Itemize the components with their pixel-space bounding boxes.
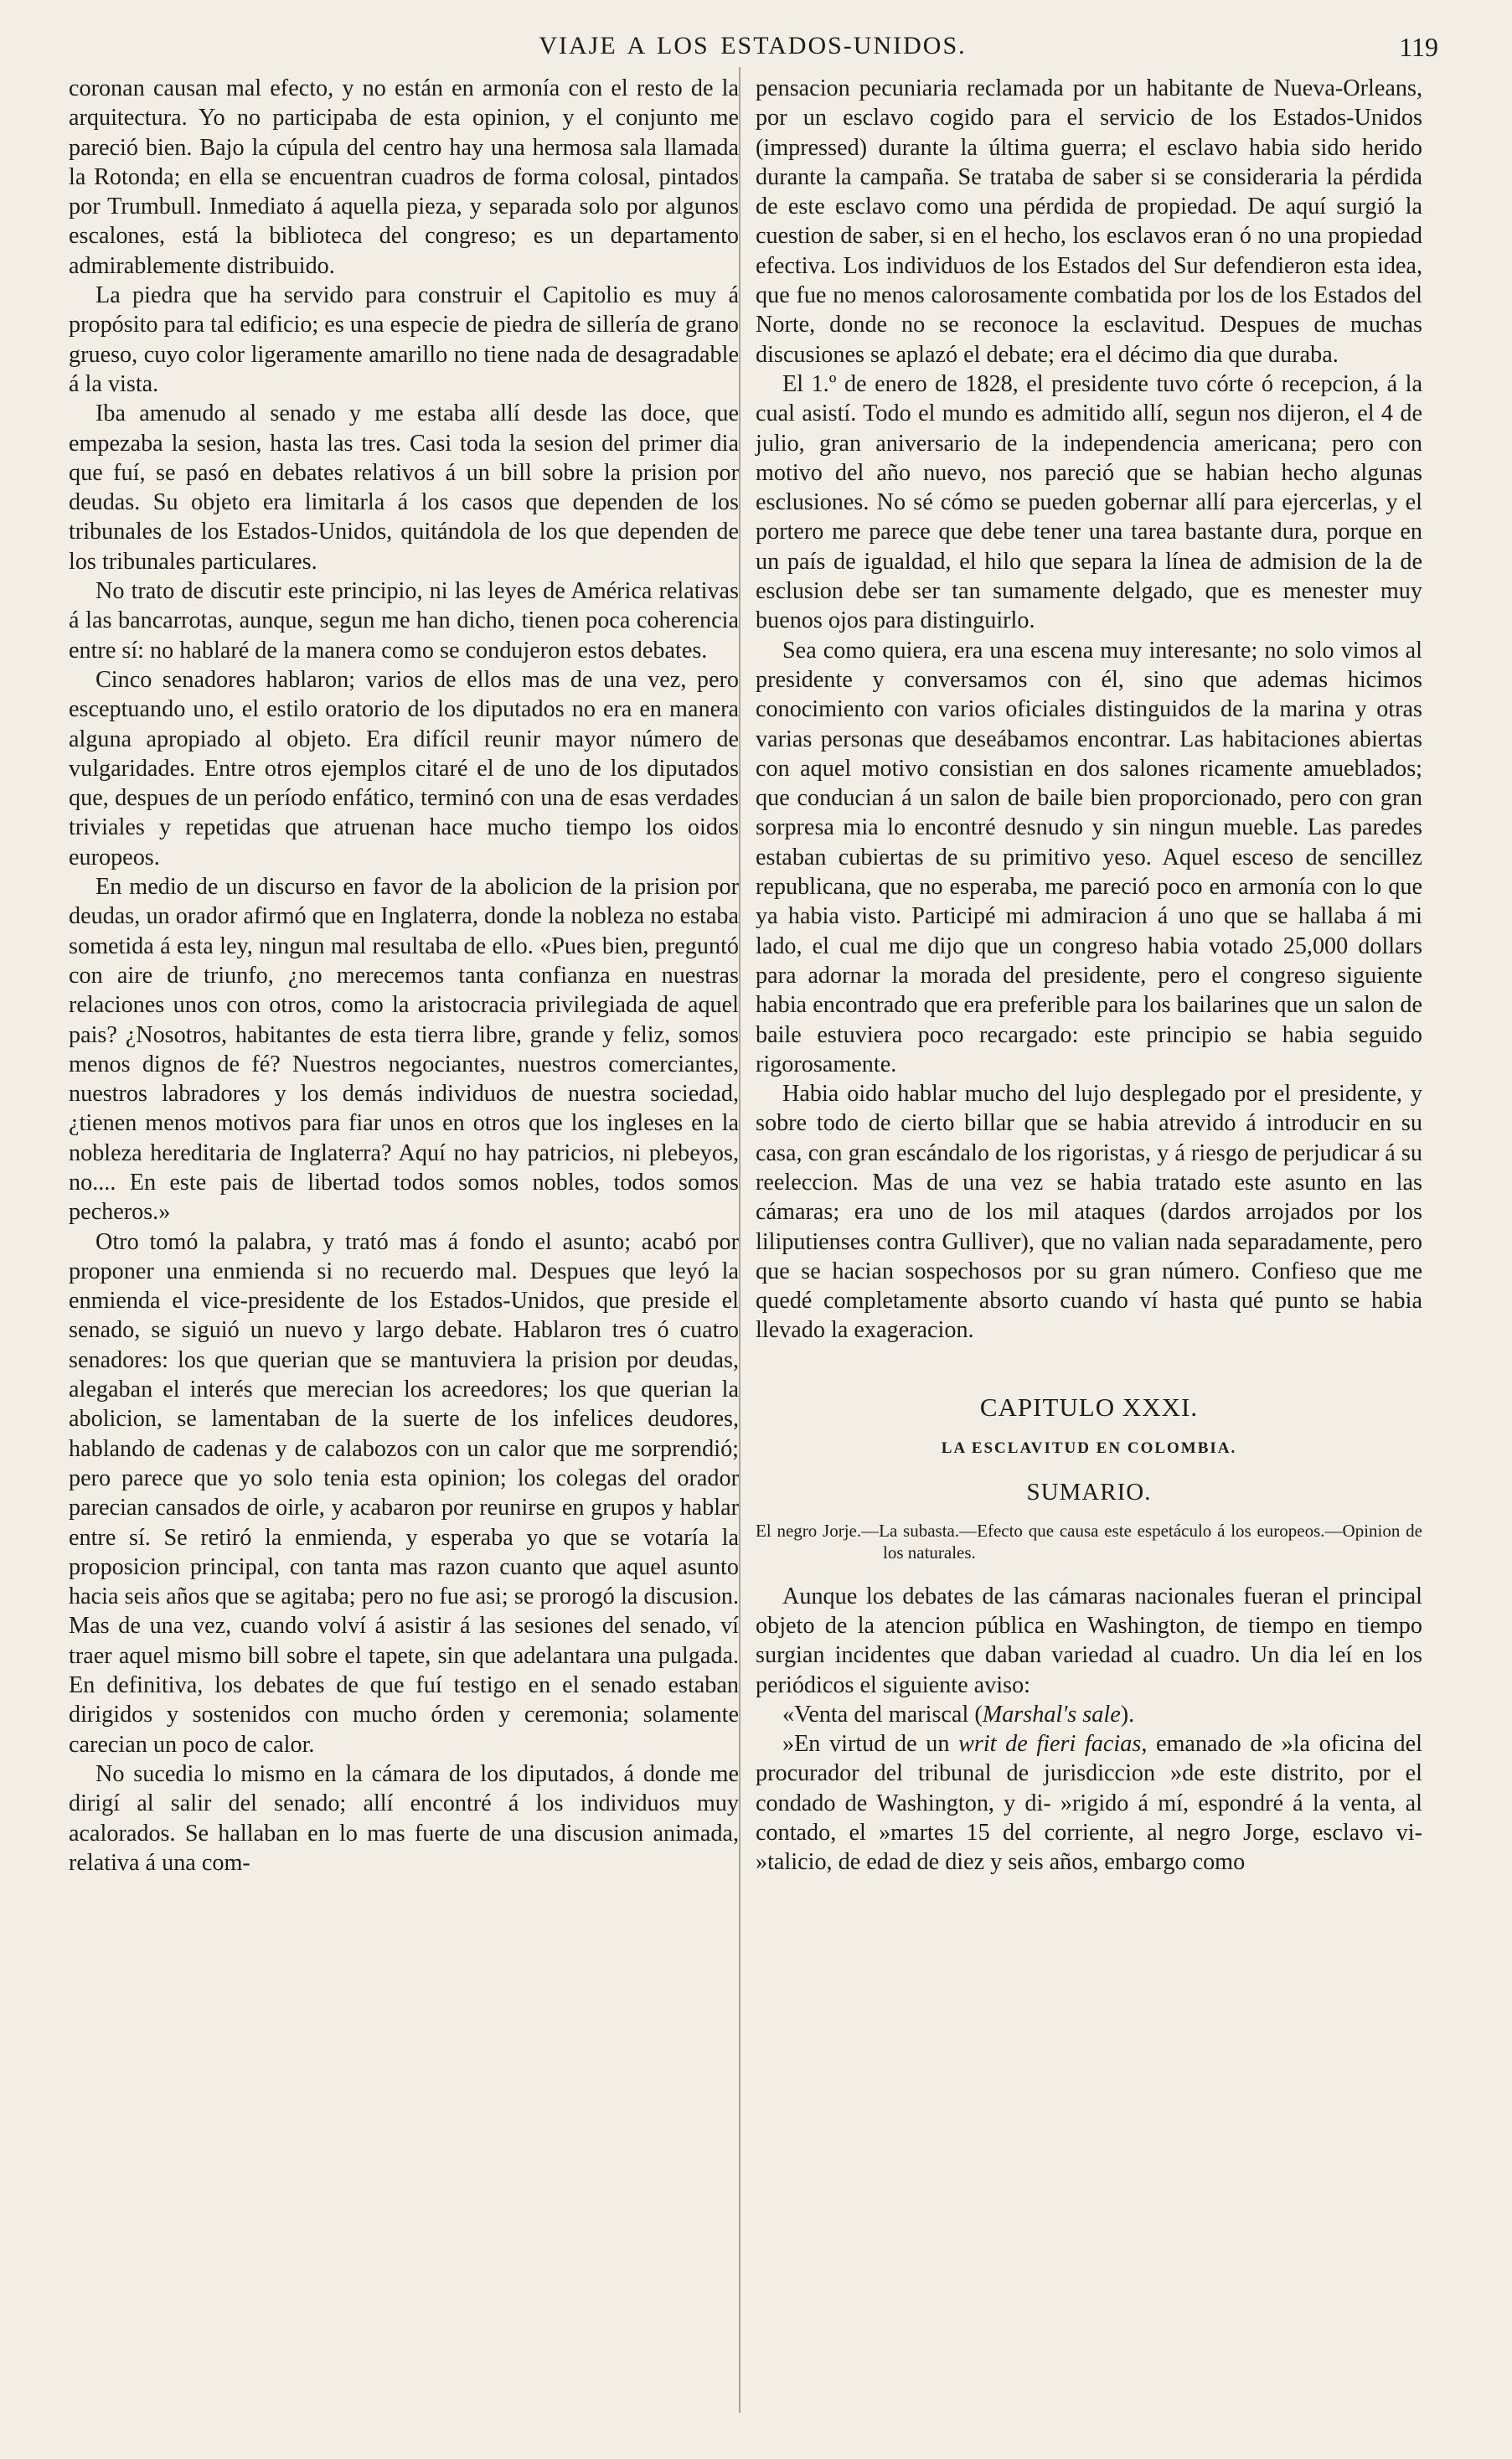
notice-body [756, 1729, 1422, 1877]
paragraph: La piedra que ha servido para construir el Capitolio es muy á propósito para tal edificio; es una especie de piedra de sillería de grano grueso, cuyo color ligeramente amarillo no tiene nada de desagradable á la vista. [69, 282, 739, 397]
chapter-subtitle: LA ESCLAVITUD EN COLOMBIA. [941, 1439, 1237, 1458]
notice-title-open: «Venta del mariscal ( [782, 1701, 983, 1728]
notice-title-close: ). [1120, 1701, 1135, 1728]
paragraph: Cinco senadores hablaron; varios de ellos mas de una vez, pero esceptuando uno, el estilo oratorio de los diputados no era en manera alguna apropiado al objeto. Era difícil reunir mayor número de vulgaridades. Entre otros ejemplos citaré el de uno de los diputados que, despues de un período enfático, terminó con una de esas verdades triviales y repetidas que atruenan hace mucho tiempo los oidos europeos. [69, 666, 739, 870]
running-title: VIAJE A LOS ESTADOS-UNIDOS. [539, 32, 967, 59]
paragraph: coronan causan mal efecto, y no están en armonía con el resto de la arquitectura. Yo no participaba de esta opinion, y el conjunto me pareció bien. Bajo la cúpula del centro hay una hermosa sala llamada la Rotonda; en ella se encuentran cuadros de forma colosal, pintados por Trumbull. Inmediato á aquella pieza, y separada solo por algunos escalones, está la biblioteca del congreso; es un departamento admirablemente distribuido. [69, 75, 739, 279]
notice-title [756, 1700, 1422, 1729]
paragraph: pensacion pecuniaria reclamada por un habitante de Nueva-Orleans, por un esclavo cogido para el servicio de los Estados-Unidos (impressed) durante la última guerra; el esclavo habia sido herido durante la campaña. Se trataba de saber si se consideraria la pérdida de este esclavo como una pérdida de propiedad. De aquí surgió la cuestion de saber, si en el hecho, los esclavos eran ó no una propiedad efectiva. Los individuos de los Estados del Sur defendieron esta idea, que fue no menos calorosamente combatida por los de los Estados del Norte, donde no se reconoce la esclavitud. Despues de muchas discusiones se aplazó el debate; era el décimo dia que duraba. [756, 75, 1422, 368]
paragraph: Iba amenudo al senado y me estaba allí desde las doce, que empezaba la sesion, hasta las tres. Casi toda la sesion del primer dia que fuí, se pasó en debates relativos á un bill sobre la prision por deudas. Su objeto era limitarla á los casos que dependen de los tribunales de los Estados-Unidos, quitándola de los que dependen de los tribunales particulares. [69, 400, 739, 575]
column-divider [739, 67, 741, 2413]
summary-text: El negro Jorje.—La subasta.—Efecto que causa este espetáculo á los europeos.—Opinion de los naturales. [756, 1520, 1422, 1563]
page-header [67, 32, 1438, 67]
summary-heading: SUMARIO. [1026, 1479, 1152, 1506]
paragraph: No sucedia lo mismo en la cámara de los diputados, á donde me dirigí al salir del senado; allí encontré á los individuos muy acalorados. Se hallaban en lo mas fuerte de una discusion animada, relativa á una com- [69, 1760, 739, 1876]
paragraph: El 1.º de enero de 1828, el presidente tuvo córte ó recepcion, á la cual asistí. Todo el mundo es admitido allí, segun nos dijeron, el 4 de julio, gran aniversario de la independencia americana; pero con motivo del año nuevo, nos pareció que se habian hecho algunas esclusiones. No sé cómo se pueden gobernar allí para ejercerlas, y el portero me parece que debe tener una tarea bastante dura, porque en un país de igualdad, el hilo que separa la línea de admision de la de esclusion debe ser tan sumamente delgado, que es menester muy buenos ojos para distinguirlo. [756, 370, 1422, 634]
notice-title-italic: Marshal's sale [982, 1701, 1121, 1728]
paragraph: Habia oido hablar mucho del lujo desplegado por el presidente, y sobre todo de cierto billar que se habia atrevido á introducir en su casa, con gran escándalo de los rigoristas, y á riesgo de perjudicar á su reeleccion. Mas de una vez se habia tratado este asunto en las cámaras; era uno de los mil ataques (dardos arrojados por los liliputienses contra Gulliver), que no valian nada separadamente, pero que se hacian sospechosos por su gran número. Confieso que me quedé completamente absorto cuando ví hasta qué punto se habia llevado la exageracion. [756, 1081, 1422, 1344]
notice-body-start: »En virtud de un [782, 1731, 959, 1758]
paragraph: Sea como quiera, era una escena muy interesante; no solo vimos al presidente y conversamos con él, sino que ademas hicimos conocimiento con varios oficiales distinguidos de la marina y otras varias personas que deseábamos encontrar. Las habitaciones abiertas con aquel motivo consistian en dos salones ricamente amueblados; que conducian á un salon de baile bien proporcionado, pero con gran sorpresa mia lo encontré desnudo y sin ningun mueble. Las paredes estaban cubiertas de su primitivo yeso. Aquel esceso de sencillez republicana, que no esperaba, me pareció poco en armonía con lo que ya habia visto. Participé mi admiracion á uno que se hallaba á mi lado, el cual me dijo que un congreso habia votado 25,000 dollars para adornar la morada del presidente, pero el congreso siguiente habia encontrado que era preferible para los bailarines que un salon de baile estuviera poco recargado: este principio se habia seguido rigorosamente. [756, 637, 1422, 1077]
notice-body-italic: writ de fieri facias [958, 1731, 1142, 1758]
paragraph: Otro tomó la palabra, y trató mas á fondo el asunto; acabó por proponer una enmienda si no recuerdo mal. Despues que leyó la enmienda el vice-presidente de los Estados-Unidos, que preside el senado, se siguió un nuevo y largo debate. Hablaron tres ó cuatro senadores: los que querian que se mantuviera la prision por deudas, alegaban el interés que merecian los acreedores; los que querian la abolicion, se lamentaban de la suerte de los infelices deudores, hablando de cadenas y de calabozos con un calor que me sorprendió; pero parece que yo solo tenia esta opinion; los colegas del orador parecian cansados de oirle, y acabaron por reunirse en grupos y hablar entre sí. Se retiró la enmienda, y esperaba yo que se votaría la proposicion principal, con tanta mas razon cuanto que aquel asunto hacia seis años que se agitaba; pero no fue asi; se prorogó la discusion. Mas de una vez, cuando volví á asistir á las sesiones del senado, ví traer aquel mismo bill sobre el tapete, sin que adelantara una pulgada. En definitiva, los debates de que fuí testigo en el senado estaban dirigidos y sostenidos con mucho órden y ceremonia; solamente carecian un poco de calor. [69, 1228, 739, 1758]
page-number: 119 [1399, 32, 1438, 62]
paragraph: En medio de un discurso en favor de la abolicion de la prision por deudas, un orador afirmó que en Inglaterra, donde la nobleza no estaba sometida á esta ley, ningun mal resultaba de ello. «Pues bien, preguntó con aire de triunfo, ¿no merecemos tanta confianza en nuestras relaciones unos con otros, como la aristocracia privilegiada de aquel pais? ¿Nosotros, habitantes de esta tierra libre, grande y feliz, somos menos dignos de fé? Nuestros negociantes, nuestros comerciantes, nuestros labradores y los demás individuos de nuestra sociedad, ¿tienen menos motivos para fiar unos en otros que los ingleses en la nobleza hereditaria de Inglaterra? Aquí no hay patricios, ni plebeyos, no.... En este pais de libertad todos somos nobles, todos somos pecheros.» [69, 874, 739, 1226]
left-column [69, 74, 739, 1878]
right-column [756, 74, 1422, 1878]
chapter-title: CAPITULO XXXI. [979, 1392, 1199, 1422]
paragraph: Aunque los debates de las cámaras nacionales fueran el principal objeto de la atencion pública en Washington, de tiempo en tiempo surgian incidentes que daban variedad al cuadro. Un dia leí en los periódicos el siguiente aviso: [756, 1583, 1422, 1698]
paragraph: No trato de discutir este principio, ni las leyes de América relativas á las bancarrotas, aunque, segun me han dicho, tienen poca coherencia entre sí: no hablaré de la manera como se condujeron estos debates. [69, 578, 739, 664]
notice-body-rest: , emanado de »la oficina del procurador del tribunal de jurisdiccion »de este distrito, por el condado de Washington, y di- »rigido á mí, espondré á la venta, al contado, el »martes 15 del corriente, al negro Jorge, esclavo vi- »talicio, de edad de diez y seis años, embargo como [756, 1731, 1422, 1876]
